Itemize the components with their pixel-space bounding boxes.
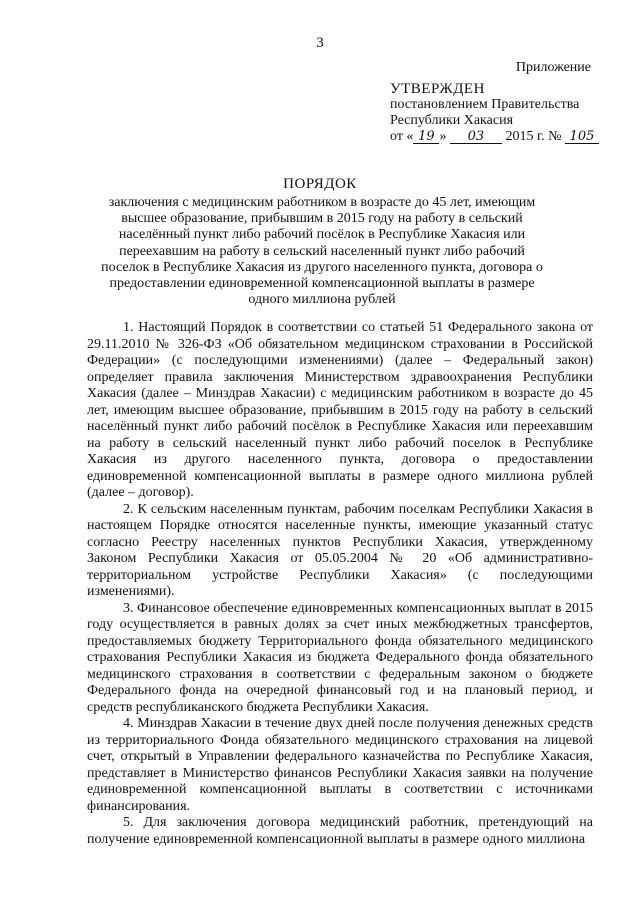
date-prefix: от « (390, 129, 414, 144)
approval-block (390, 81, 599, 145)
paragraph-1: 1. Настоящий Порядок в соответствии со статьей 51 Федерального закона от 29.11.2010 № 326-ФЗ «Об обязательном медицинском страховании в Российской Федерации» (с последующими изменениями) (далее – Федеральный закон) определяет правила заключения Министерством здравоохранения Республики Хакасия (далее – Минздрав Хакасии) с медицинским работником в возрасте до 45 лет, имеющим высшее образование, прибывшим в 2015 году на работу в сельский населённый пункт либо рабочий посёлок в Республике Хакасия или переехавшим на работу в сельский населенный пункт либо рабочий поселок в Республике Хакасия из другого населенного пункта, договора о предоставлении единовременной компенсационной выплаты в размере одного миллиона рублей (далее – договор). (87, 320, 593, 500)
document-title: ПОРЯДОК (283, 176, 357, 192)
approval-line-1: постановлением Правительства (390, 97, 580, 112)
appendix-label: Приложение (515, 60, 591, 75)
document-subtitle: заключения с медицинским работником в возрасте до 45 лет, имеющим высшее образование, прибывшим в 2015 году на работу в сельский населённый пункт либо рабочий посёлок в Республике Хакасия или переехавшим на работу в сельский населенный пункт либо рабочий поселок в Республике Хакасия из другого населенного пункта, договора о предоставлении единовременной компенсационной выплаты в размере одного миллиона рублей (101, 195, 543, 308)
handwritten-month: 03 (450, 130, 502, 144)
approval-date-line (390, 129, 599, 145)
page-number: 3 (316, 35, 324, 51)
year-text: 2015 г. № (505, 129, 562, 144)
handwritten-day: 19 (413, 130, 439, 144)
date-mid: » (439, 129, 447, 144)
approved-heading: УТВЕРЖДЕН (390, 81, 485, 97)
approval-line-2: Республики Хакасия (390, 113, 514, 128)
handwritten-number: 105 (565, 130, 599, 144)
paragraph-5: 5. Для заключения договора медицинский работник, претендующий на получение единовременной компенсационной выплаты в размере одного миллиона (87, 815, 593, 847)
paragraph-3: 3. Финансовое обеспечение единовременных компенсационных выплат в 2015 году осуществляется в равных долях за счет иных межбюджетных трансфертов, предоставляемых бюджету Территориального фонда обязательного медицинского страхования Республики Хакасия из бюджета Федерального фонда обязательного медицинского страхования в соответствии с федеральным законом о бюджете Федерального фонда на очередной финансовый год и на плановый период, и средств республиканского бюджета Республики Хакасия. (87, 600, 593, 715)
document-body (87, 320, 593, 848)
paragraph-2: 2. К сельским населенным пунктам, рабочим поселкам Республики Хакасия в настоящем Порядке относятся населенные пункты, имеющие указанный статус согласно Реестру населенных пунктов Республики Хакасия, утвержденному Законом Республики Хакасия от 05.05.2004 № 20 «Об административно-территориальном устройстве Республики Хакасия» (с последующими изменениями). (87, 501, 593, 599)
paragraph-4: 4. Минздрав Хакасии в течение двух дней после получения денежных средств из территориального Фонда обязательного медицинского страхования на лицевой счет, открытый в Управлении федерального казначейства по Республике Хакасия, представляет в Министерство финансов Республики Хакасия заявки на получение единовременной компенсационной выплаты в соответствии с источниками финансирования. (87, 716, 593, 814)
